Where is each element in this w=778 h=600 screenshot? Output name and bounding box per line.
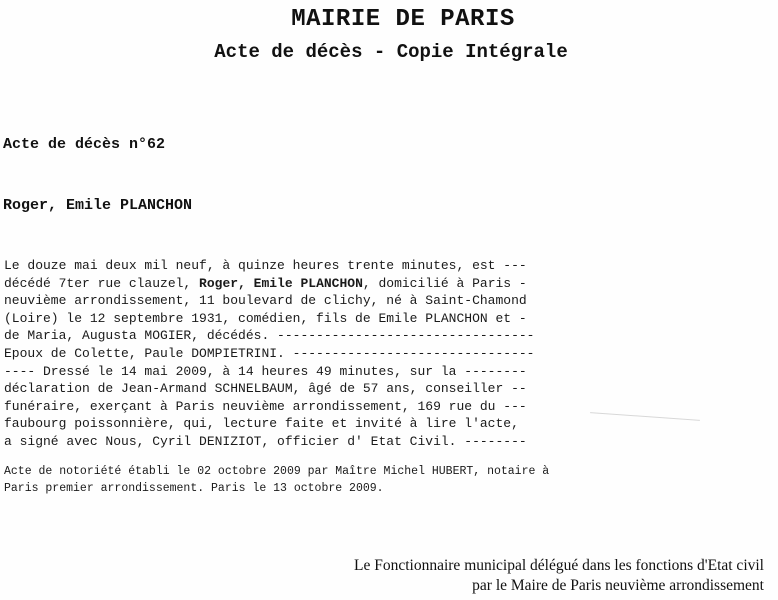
- page-title: MAIRIE DE PARIS: [291, 6, 515, 33]
- body-text-segment: , domicilié à Paris -: [362, 275, 527, 291]
- body-line: [4, 275, 614, 293]
- body-line: faubourg poissonnière, qui, lecture faite et invité à lire l'acte,: [4, 416, 519, 432]
- body-line: Epoux de Colette, Paule DOMPIETRINI. -------------------------------: [4, 345, 535, 361]
- body-text-segment: décédé 7ter rue clauzel,: [4, 275, 200, 291]
- body-line: (Loire) le 12 septembre 1931, comédien, fils de Emile PLANCHON et -: [4, 310, 527, 326]
- body-line: ---- Dressé le 14 mai 2009, à 14 heures 49 minutes, sur la --------: [4, 363, 527, 379]
- notoriete-note: [4, 463, 664, 497]
- person-name: Roger, Emile PLANCHON: [3, 197, 193, 214]
- body-line: neuvième arrondissement, 11 boulevard de clichy, né à Saint-Chamond: [4, 293, 527, 309]
- deceased-name: Roger, Emile PLANCHON: [199, 275, 363, 291]
- note-line: Paris premier arrondissement. Paris le 13 octobre 2009.: [4, 482, 384, 495]
- body-line: de Maria, Augusta MOGIER, décédés. ---------------------------------: [4, 328, 535, 344]
- signature-line: Le Fonctionnaire municipal délégué dans les fonctions d'Etat civil: [354, 557, 764, 574]
- note-line: Acte de notoriété établi le 02 octobre 2009 par Maître Michel HUBERT, notaire à: [4, 465, 550, 478]
- acte-body: [4, 257, 614, 451]
- body-line: Le douze mai deux mil neuf, à quinze heures trente minutes, est ---: [4, 258, 527, 273]
- signature-line: par le Maire de Paris neuvième arrondissement: [472, 577, 764, 594]
- acte-number: Acte de décès n°62: [3, 136, 166, 153]
- body-line: déclaration de Jean-Armand SCHNELBAUM, âgé de 57 ans, conseiller --: [4, 381, 527, 397]
- body-line: a signé avec Nous, Cyril DENIZIOT, officier d' Etat Civil. --------: [4, 433, 527, 449]
- signature-block: [354, 556, 764, 596]
- body-line: funéraire, exerçant à Paris neuvième arrondissement, 169 rue du ---: [4, 398, 527, 414]
- page-subtitle: Acte de décès - Copie Intégrale: [214, 41, 568, 63]
